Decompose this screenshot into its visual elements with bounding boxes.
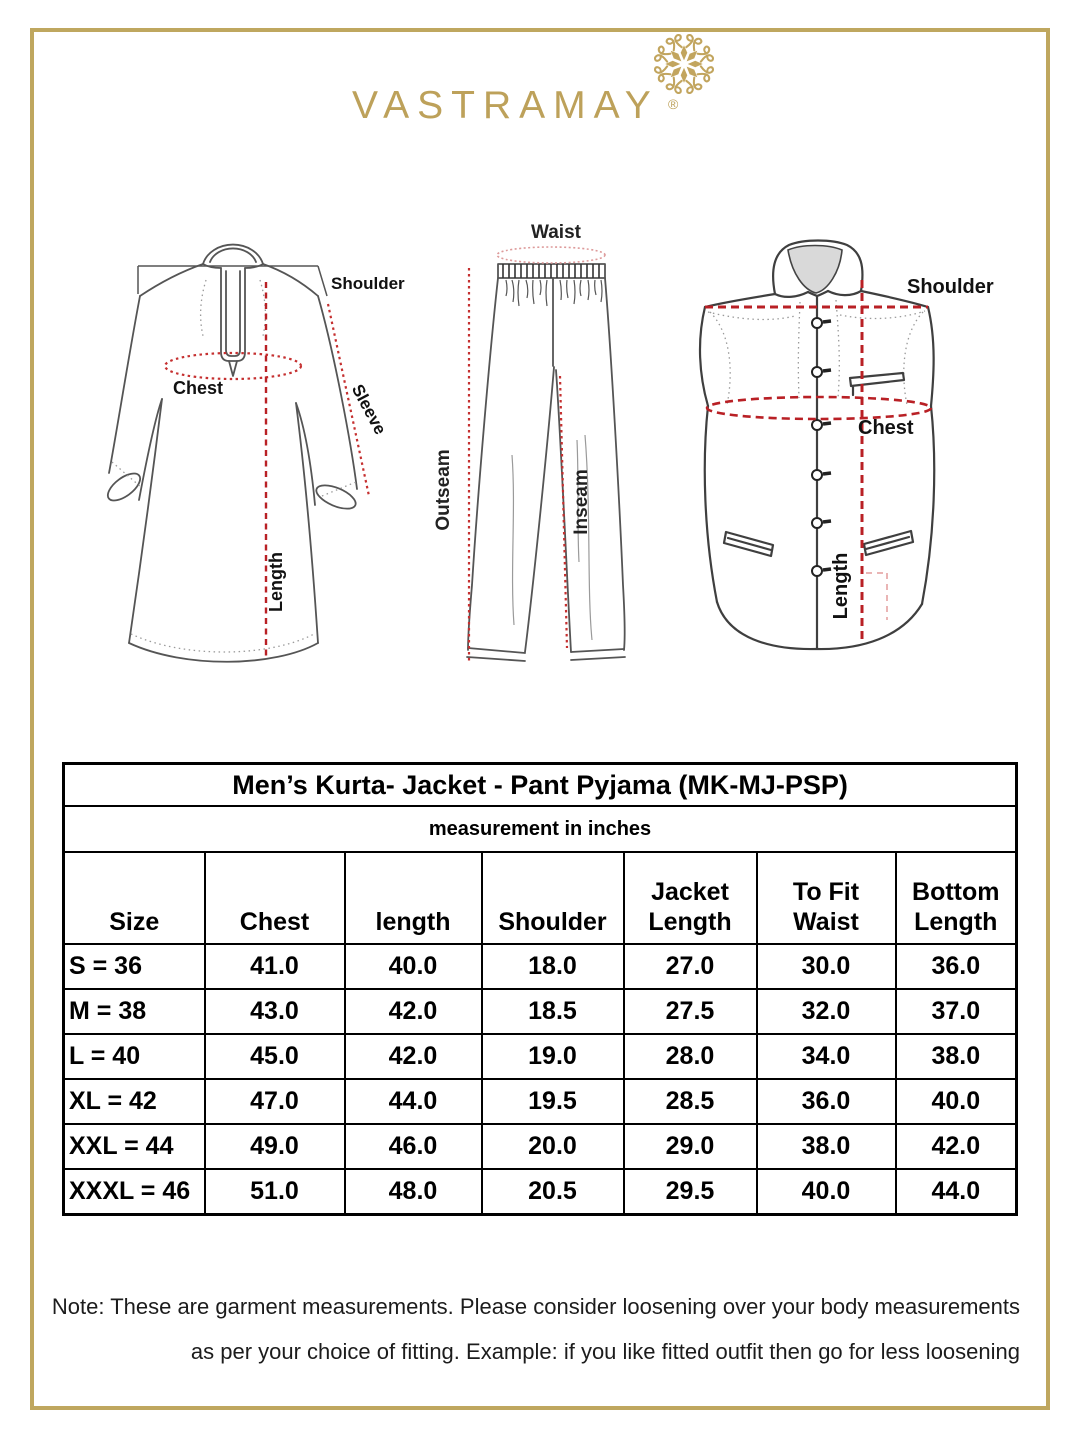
size-table-title: Men’s Kurta- Jacket - Pant Pyjama (MK-MJ-PSP) <box>64 764 1017 807</box>
value-cell: 42.0 <box>896 1124 1017 1169</box>
size-cell: XXXL = 46 <box>64 1169 205 1215</box>
column-header-jacket-length: Jacket Length <box>624 852 757 944</box>
kurta-measure-lines <box>138 266 369 659</box>
jacket-outline <box>700 241 934 650</box>
value-cell: 28.5 <box>624 1079 757 1124</box>
kurta-length-label: Length <box>266 552 286 612</box>
value-cell: 28.0 <box>624 1034 757 1079</box>
value-cell: 40.0 <box>345 944 482 989</box>
value-cell: 29.0 <box>624 1124 757 1169</box>
value-cell: 20.0 <box>482 1124 624 1169</box>
size-row-m <box>64 989 1017 1034</box>
pyjama-outline <box>467 264 625 661</box>
value-cell: 41.0 <box>205 944 345 989</box>
jacket-shoulder-label: Shoulder <box>907 276 994 298</box>
registered-trademark: ® <box>668 96 679 112</box>
column-header-chest: Chest <box>205 852 345 944</box>
value-cell: 29.5 <box>624 1169 757 1215</box>
value-cell: 38.0 <box>757 1124 896 1169</box>
brand-name: VASTRAMAY <box>352 84 659 127</box>
kurta-shoulder-label: Shoulder <box>331 274 405 293</box>
column-header-to-fit-waist: To Fit Waist <box>757 852 896 944</box>
jacket-right-pocket <box>864 531 913 555</box>
jacket-length-label: Length <box>830 552 852 620</box>
value-cell: 48.0 <box>345 1169 482 1215</box>
size-row-xxxl <box>64 1169 1017 1215</box>
size-cell: S = 36 <box>64 944 205 989</box>
value-cell: 44.0 <box>896 1169 1017 1215</box>
value-cell: 40.0 <box>896 1079 1017 1124</box>
value-cell: 49.0 <box>205 1124 345 1169</box>
value-cell: 32.0 <box>757 989 896 1034</box>
value-cell: 20.5 <box>482 1169 624 1215</box>
size-cell: L = 40 <box>64 1034 205 1079</box>
note-line-2: as per your choice of fitting. Example: if you like fitted outfit then go for less loosening <box>190 1339 1020 1364</box>
value-cell: 27.0 <box>624 944 757 989</box>
jacket-chest-pocket <box>850 373 904 395</box>
value-cell: 18.0 <box>482 944 624 989</box>
size-table <box>62 762 1018 1216</box>
jacket-chest-label: Chest <box>858 417 914 439</box>
kurta-sleeve-label: Sleeve <box>347 381 390 438</box>
value-cell: 47.0 <box>205 1079 345 1124</box>
size-row-s <box>64 944 1017 989</box>
value-cell: 38.0 <box>896 1034 1017 1079</box>
column-header-length: length <box>345 852 482 944</box>
size-row-xxl <box>64 1124 1017 1169</box>
pyjama-outseam-label: Outseam <box>433 449 454 531</box>
note-line-1: Note: These are garment measurements. Please consider loosening over your body measurements <box>51 1294 1020 1319</box>
measurement-note <box>40 1284 1020 1374</box>
size-cell: XL = 42 <box>64 1079 205 1124</box>
kurta-chest-label: Chest <box>173 378 224 398</box>
value-cell: 36.0 <box>896 944 1017 989</box>
pyjama-diagram <box>420 200 680 700</box>
value-cell: 18.5 <box>482 989 624 1034</box>
value-cell: 42.0 <box>345 1034 482 1079</box>
size-cell: M = 38 <box>64 989 205 1034</box>
value-cell: 46.0 <box>345 1124 482 1169</box>
jacket-buttons <box>812 318 831 576</box>
value-cell: 34.0 <box>757 1034 896 1079</box>
value-cell: 27.5 <box>624 989 757 1034</box>
column-header-bottom-length: Bottom Length <box>896 852 1017 944</box>
value-cell: 36.0 <box>757 1079 896 1124</box>
size-row-xl <box>64 1079 1017 1124</box>
jacket-diagram <box>680 200 1020 700</box>
jacket-left-pocket <box>724 532 773 556</box>
size-row-l <box>64 1034 1017 1079</box>
value-cell: 45.0 <box>205 1034 345 1079</box>
size-table-subtitle: measurement in inches <box>64 806 1017 852</box>
value-cell: 40.0 <box>757 1169 896 1215</box>
value-cell: 37.0 <box>896 989 1017 1034</box>
value-cell: 43.0 <box>205 989 345 1034</box>
value-cell: 19.5 <box>482 1079 624 1124</box>
value-cell: 51.0 <box>205 1169 345 1215</box>
value-cell: 19.0 <box>482 1034 624 1079</box>
size-table-header-row <box>64 852 1017 944</box>
value-cell: 44.0 <box>345 1079 482 1124</box>
pyjama-measure-lines <box>469 247 605 662</box>
pyjama-inseam-label: Inseam <box>571 469 592 535</box>
kurta-outline <box>103 245 358 662</box>
kurta-diagram <box>100 200 420 700</box>
value-cell: 30.0 <box>757 944 896 989</box>
column-header-shoulder: Shoulder <box>482 852 624 944</box>
pyjama-waist-label: Waist <box>531 222 581 243</box>
value-cell: 42.0 <box>345 989 482 1034</box>
column-header-size: Size <box>64 852 205 944</box>
size-cell: XXL = 44 <box>64 1124 205 1169</box>
brand-mandala-icon <box>654 34 714 94</box>
